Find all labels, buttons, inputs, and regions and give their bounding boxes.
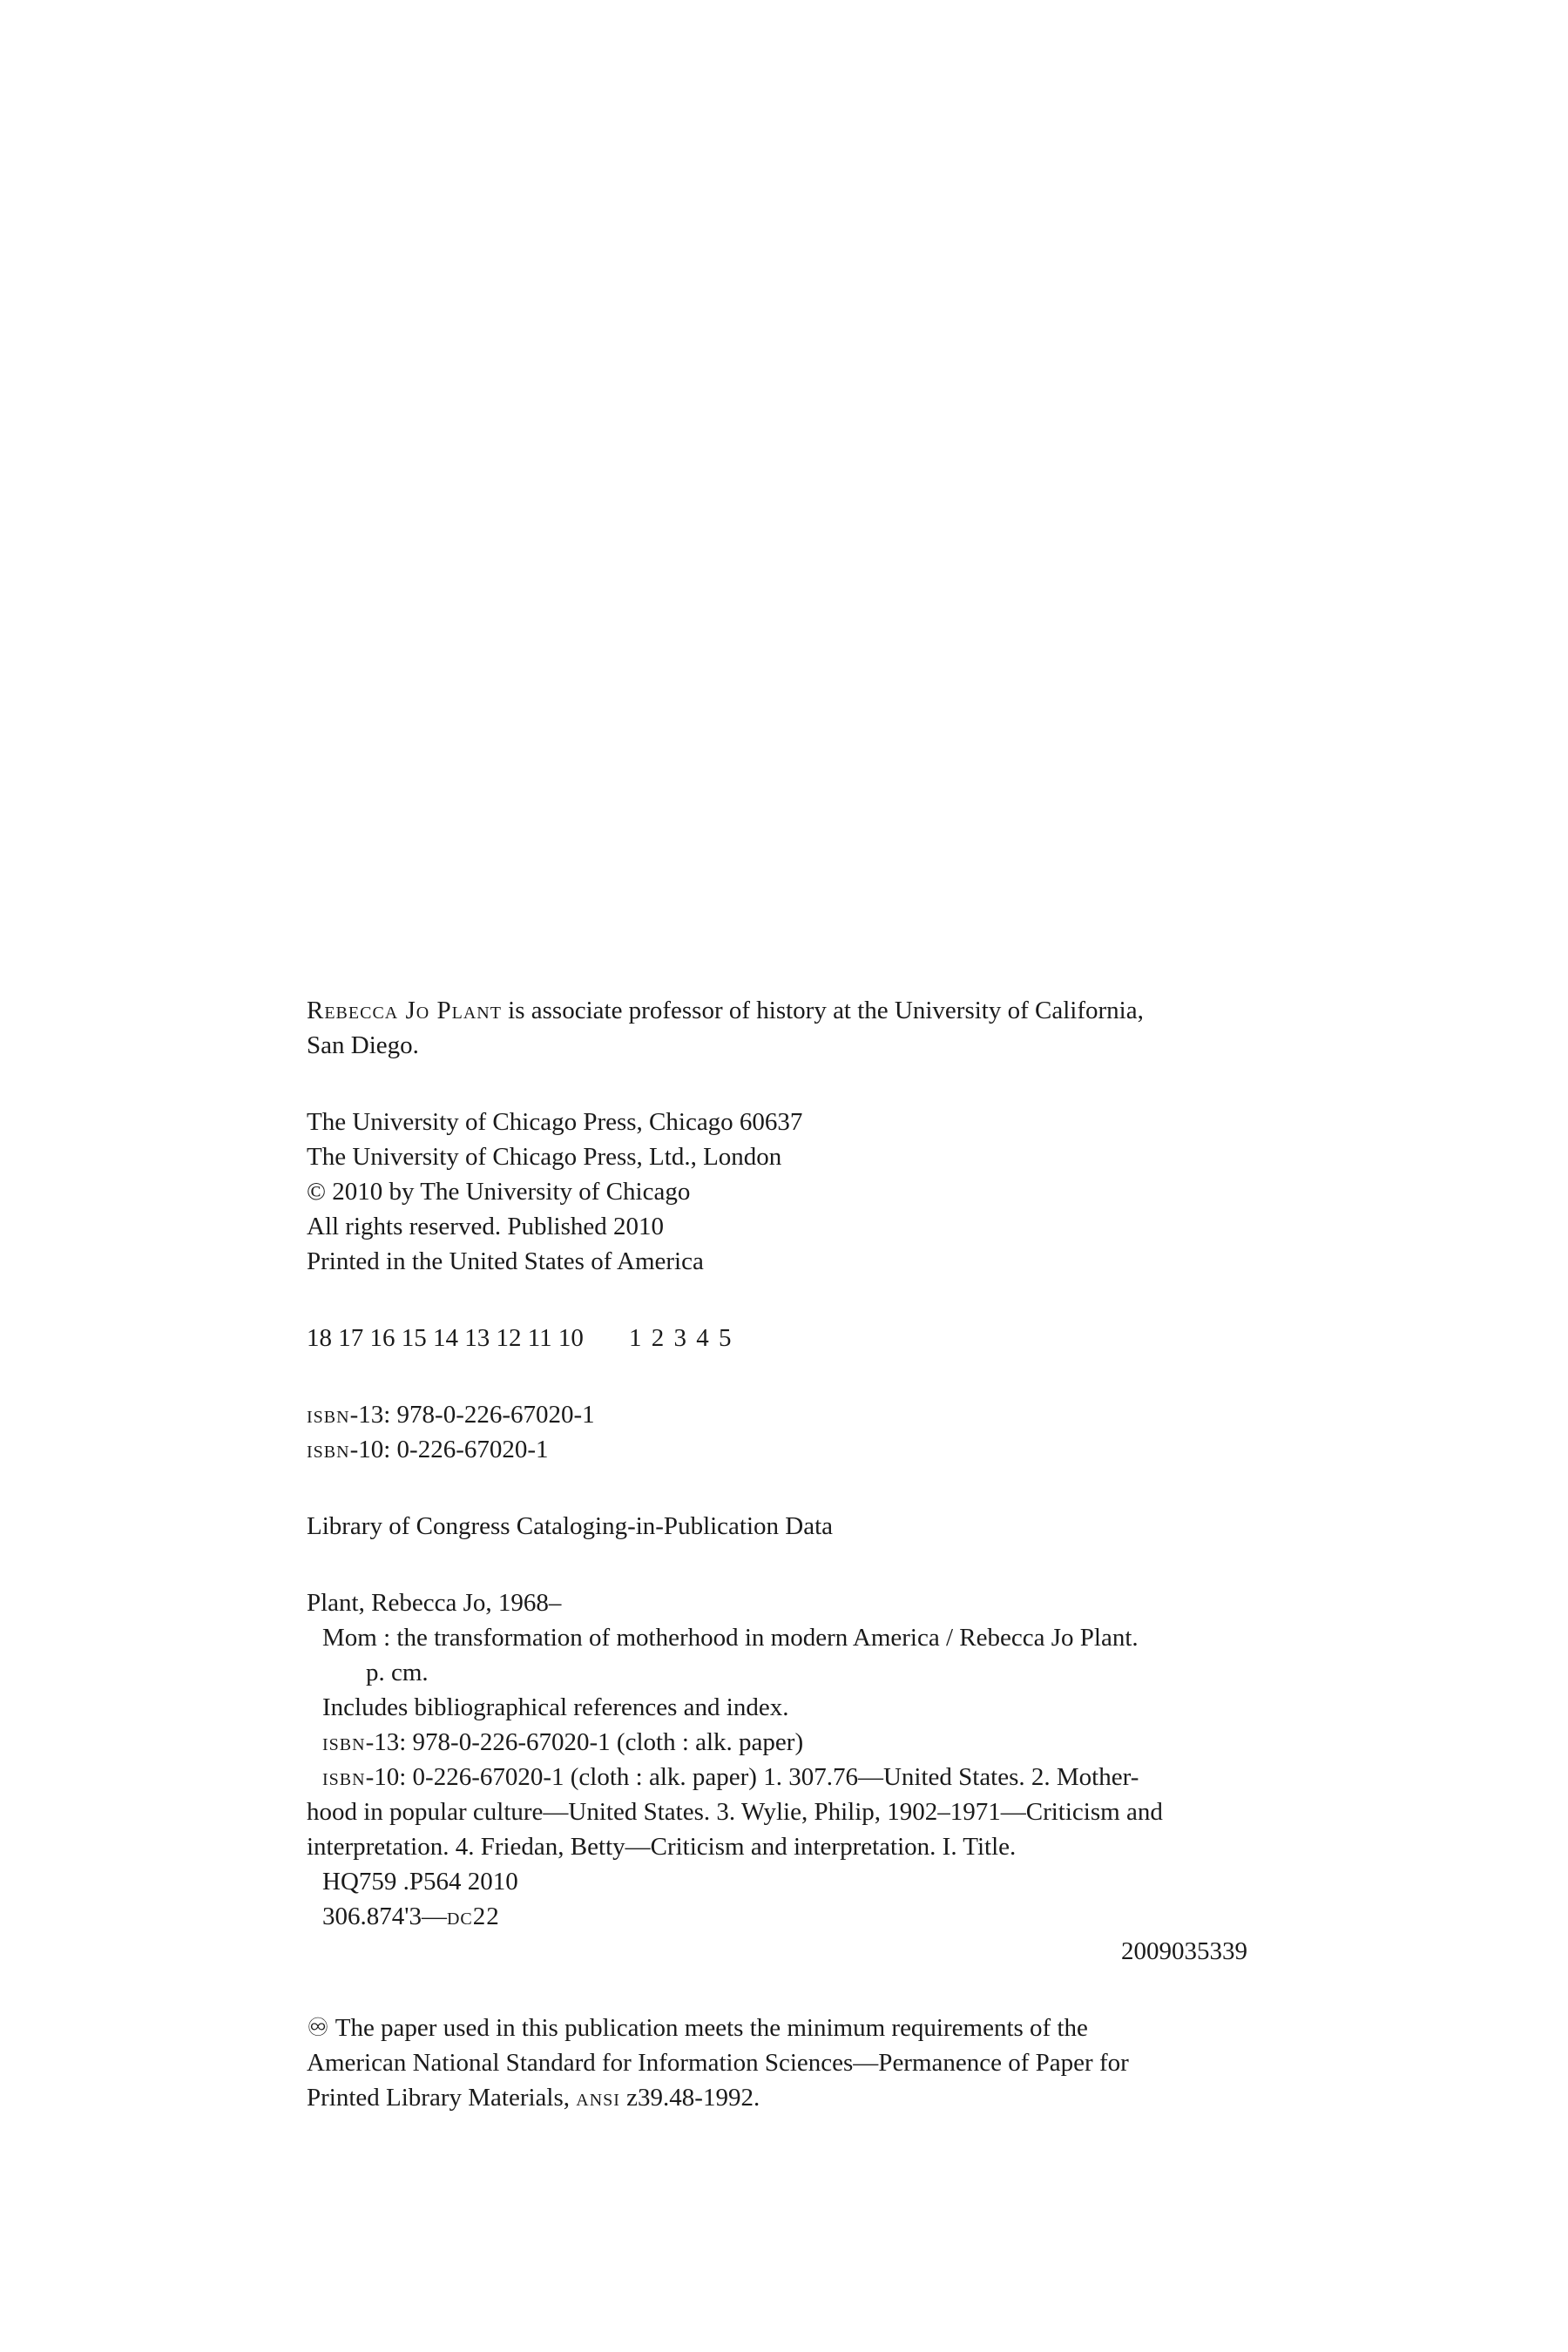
cip-record [307, 1585, 1247, 1969]
cip-subjects-line: hood in popular culture—United States. 3. Wylie, Philip, 1902–1971—Criticism and [307, 1798, 1163, 1826]
printing-line [307, 1321, 1247, 1355]
printing-years: 18 17 16 15 14 13 12 11 10 [307, 1324, 584, 1352]
publisher-line: The University of Chicago Press, Chicago 60637 [307, 1108, 803, 1136]
cip-subjects-line: interpretation. 4. Friedan, Betty—Criticism and interpretation. I. Title. [307, 1833, 1017, 1861]
cip-notes: Includes bibliographical references and index. [322, 1693, 789, 1721]
paper-line-3: Printed Library Materials, ansi z39.48-1992. [307, 2084, 760, 2112]
paper-statement [307, 2011, 1247, 2115]
cip-heading: Library of Congress Cataloging-in-Publication Data [307, 1512, 834, 1540]
cip-pages: p. cm. [366, 1659, 429, 1686]
isbn-10: isbn-10: 0-226-67020-1 [307, 1436, 549, 1463]
paper-line-1: ♾ The paper used in this publication meets the minimum requirements of the [307, 2014, 1088, 2042]
paper-line-2: American National Standard for Information Sciences—Permanence of Paper for [307, 2049, 1129, 2077]
cip-isbn-13: isbn-13: 978-0-226-67020-1 (cloth : alk. paper) [322, 1728, 804, 1756]
copyright-line: © 2010 by The University of Chicago [307, 1178, 691, 1206]
rights-line: All rights reserved. Published 2010 [307, 1213, 664, 1240]
cip-isbn-10: isbn-10: 0-226-67020-1 (cloth : alk. paper) 1. 307.76—United States. 2. Mother- [322, 1763, 1139, 1791]
publisher-line: The University of Chicago Press, Ltd., London [307, 1143, 782, 1171]
cip-lccn: 2009035339 [1121, 1937, 1247, 1965]
author-bio [307, 993, 1247, 1063]
author-bio-line-2: San Diego. [307, 1031, 419, 1059]
cip-dewey: 306.874'3—dc22 [322, 1903, 500, 1930]
isbn-block [307, 1397, 1247, 1467]
author-bio-line-1 [307, 993, 1247, 1028]
publisher-info [307, 1105, 1247, 1279]
cip-title: Mom : the transformation of motherhood in modern America / Rebecca Jo Plant. [322, 1624, 1139, 1652]
cip-lc-class: HQ759 .P564 2010 [322, 1868, 518, 1896]
infinity-paper-icon: ♾ [307, 2014, 329, 2042]
isbn-13: isbn-13: 978-0-226-67020-1 [307, 1401, 595, 1429]
cip-author: Plant, Rebecca Jo, 1968– [307, 1589, 562, 1617]
author-name: Rebecca Jo Plant [307, 997, 502, 1024]
author-bio-text: is associate professor of history at the University of California, [501, 997, 1144, 1024]
printed-line: Printed in the United States of America [307, 1247, 704, 1275]
printing-impressions: 1 2 3 4 5 [628, 1324, 733, 1352]
copyright-page [307, 993, 1247, 2115]
